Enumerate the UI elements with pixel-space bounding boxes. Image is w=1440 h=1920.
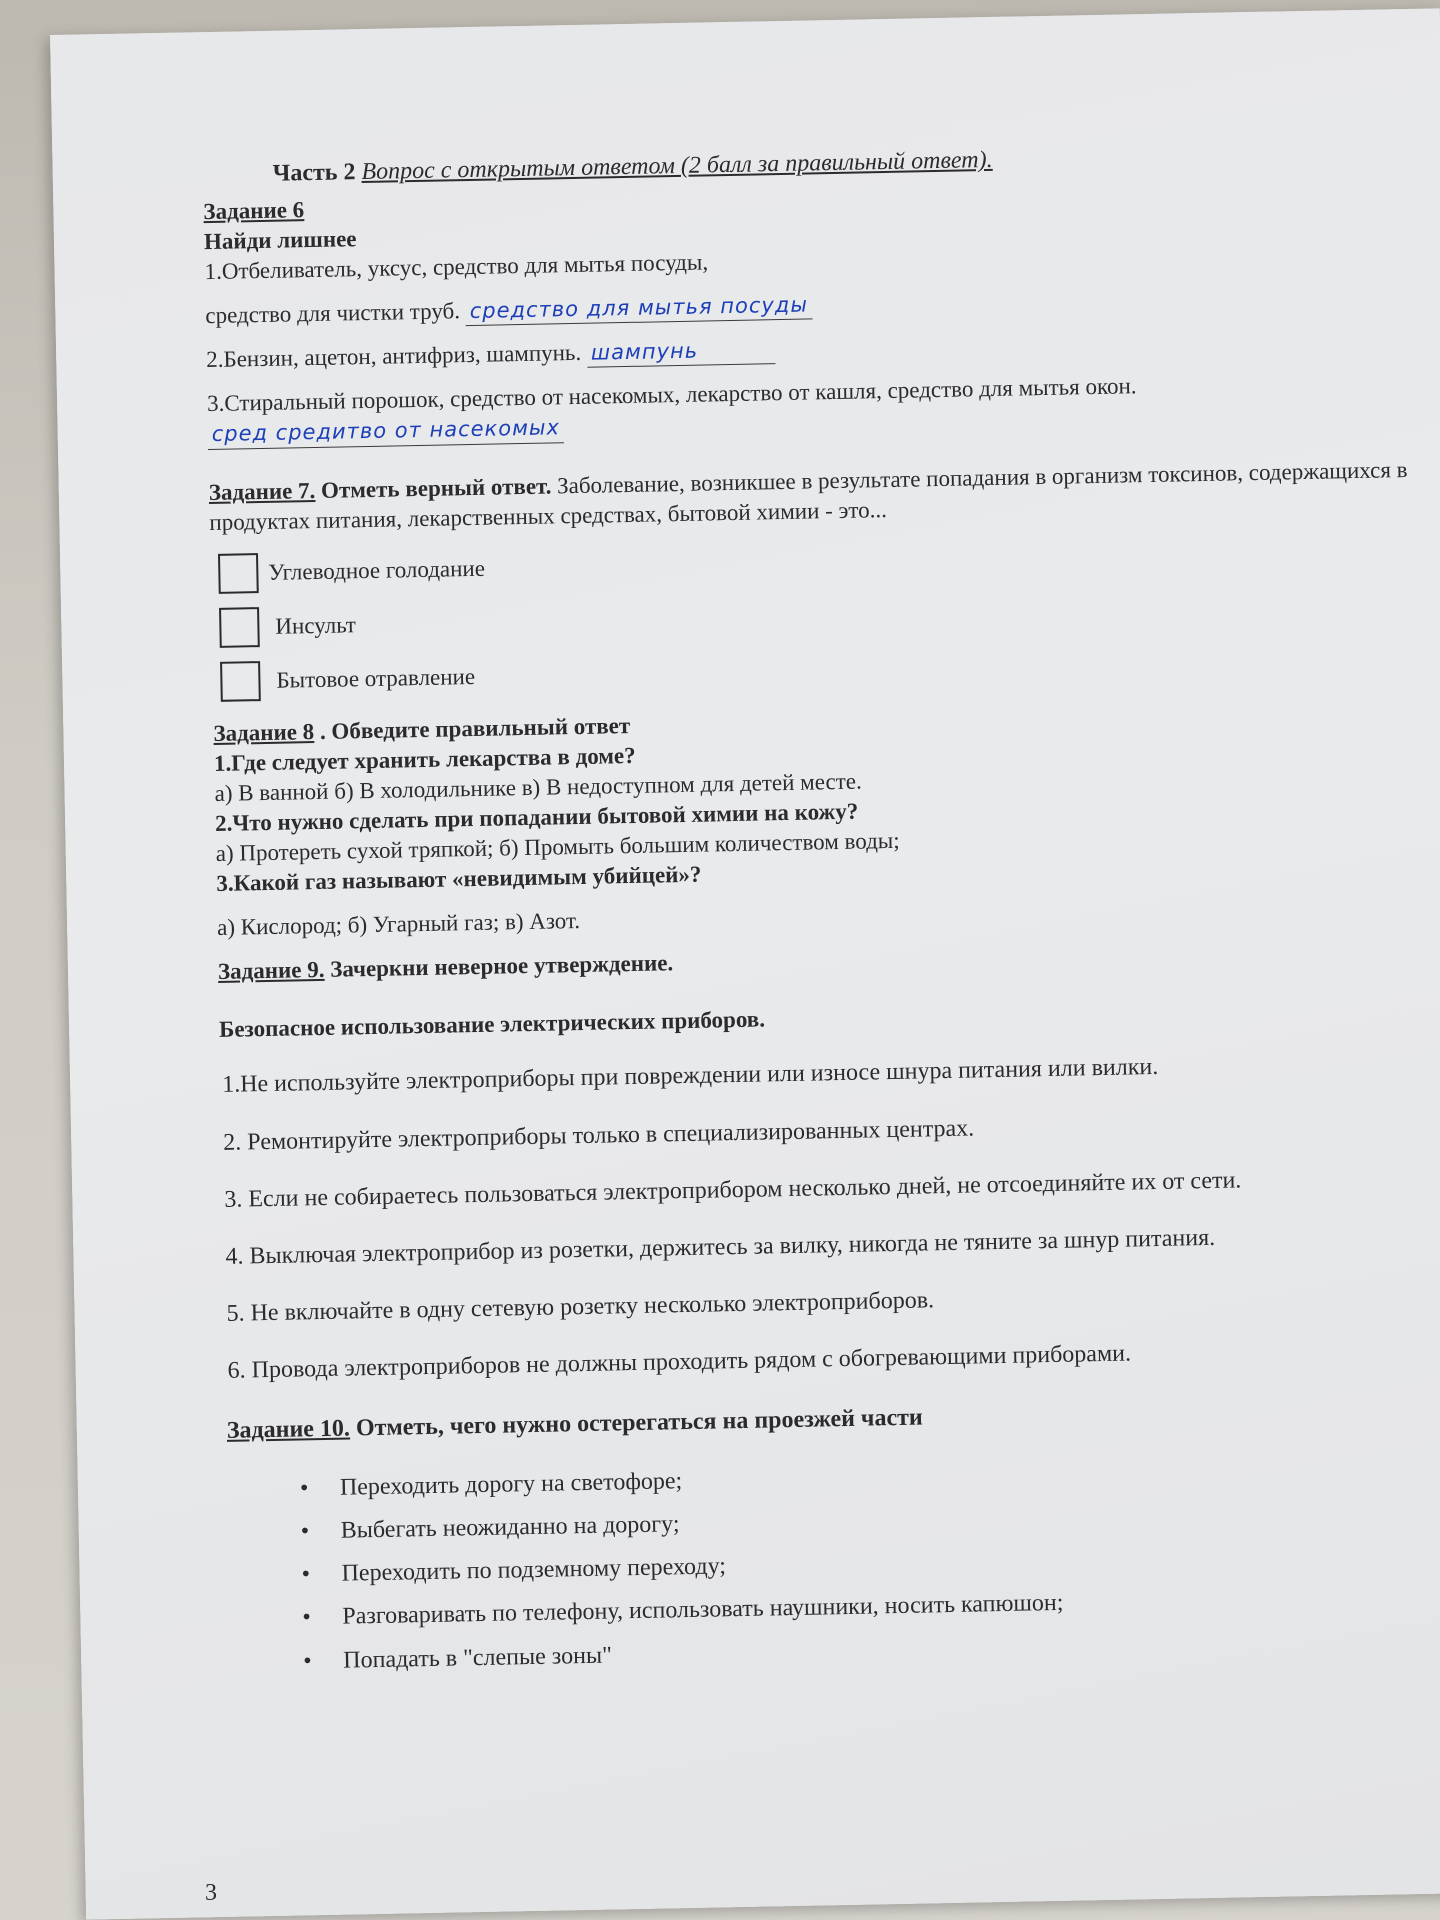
task7-instruction: Отметь верный ответ.: [320, 473, 552, 503]
task6-answer2-field[interactable]: шампунь: [587, 336, 776, 368]
task8-a3: а) Кислород; б) Угарный газ; в) Азот.: [216, 907, 581, 940]
part-subtitle: Вопрос с открытым ответом (2 балл за правильный ответ).: [361, 146, 993, 186]
task6-item1-line2: [205, 277, 1435, 331]
task9-heading-label: Задание 9.: [217, 956, 325, 984]
task9-statement-2[interactable]: 2. Ремонтируйте электроприборы только в специализированных центрах.: [223, 1115, 975, 1156]
task7-heading: [209, 473, 552, 505]
task10-heading-label: Задание 10.: [226, 1415, 351, 1444]
worksheet-content: [202, 136, 1440, 1690]
task10-heading: [227, 1392, 1440, 1447]
task7-question: [209, 454, 1440, 537]
task8-instruction: . Обведите правильный ответ: [319, 713, 631, 745]
task9-instruction: Зачеркни неверное утверждение.: [329, 949, 674, 982]
task8-q1: 1.Где следует хранить лекарства в доме?: [213, 743, 636, 777]
task10-list: [300, 1451, 1440, 1677]
task6-item2: [206, 322, 1436, 376]
task9-statement-4[interactable]: 4. Выключая электроприбор из розетки, держитесь за вилку, никогда не тяните за шнур питания.: [225, 1224, 1216, 1270]
list-item[interactable]: • Переходить дорогу на светофоре;: [300, 1451, 1440, 1504]
task8-heading-label: Задание 8: [213, 719, 315, 747]
option-label: Углеводное голодание: [268, 556, 486, 586]
task10-instruction: Отметь, чего нужно остерегаться на проезжей части: [355, 1404, 923, 1441]
task6-item1-text: средство для чистки труб.: [205, 298, 461, 328]
task8-q3: 3.Какой газ называют «невидимым убийцей»?: [216, 861, 702, 896]
task9-statement-5[interactable]: 5. Не включайте в одну сетевую розетку несколько электроприборов.: [226, 1287, 935, 1328]
paper-sheet: [50, 8, 1440, 1919]
task6-heading: Задание 6: [203, 197, 305, 225]
task8-a2: а) Протереть сухой тряпкой; б) Промыть большим количеством воды;: [215, 827, 900, 866]
checkbox[interactable]: [219, 608, 260, 649]
task7-options: [210, 528, 1440, 706]
task9-statement-6[interactable]: 6. Провода электроприборов не должны проходить рядом с обогревающими приборами.: [227, 1340, 1132, 1385]
list-item[interactable]: • Выбегать неожиданно на дорогу;: [300, 1494, 1440, 1547]
task6-item1-line1: 1.Отбеливатель, уксус, средство для мытья посуды,: [204, 249, 709, 285]
task7-heading-label: Задание 7.: [208, 477, 316, 505]
task9-statement-1[interactable]: 1.Не используйте электроприборы при повреждении или износе шнура питания или вилки.: [221, 1054, 1159, 1099]
task6-item2-text: 2.Бензин, ацетон, антифриз, шампунь.: [206, 340, 582, 373]
option-label: Инсульт: [275, 612, 357, 640]
task9-statement-3[interactable]: 3. Если не собираетесь пользоваться электроприбором несколько дней, не отсоединяйте их от сети.: [224, 1167, 1242, 1213]
option-label: Бытовое отравление: [276, 664, 476, 694]
list-item[interactable]: • Разговаривать по телефону, использовать наушники, носить капюшон;: [302, 1581, 1440, 1634]
task8-q2: 2.Что нужно сделать при попадании бытовой химии на кожу?: [214, 798, 859, 837]
part-label: Часть 2: [272, 159, 356, 187]
checkbox[interactable]: [220, 662, 261, 703]
checkbox[interactable]: [218, 554, 259, 595]
task9-heading: [218, 933, 1440, 986]
task6-instruction: Найди лишнее: [203, 226, 357, 255]
task6-item3: 3.Стиральный порошок, средство от насекомых, лекарство от кашля, средство для мытья окон.: [206, 373, 1137, 417]
task9-topic: Безопасное использование электрических приборов.: [218, 1006, 766, 1042]
list-item[interactable]: • Переходить по подземному переходу;: [301, 1537, 1440, 1590]
task6-answer1-field[interactable]: средство для мытья посуды: [465, 291, 812, 326]
list-item[interactable]: • Попадать в "слепые зоны": [303, 1624, 1440, 1677]
task7-text: Заболевание, возникшее в результате попадания в организм токсинов, содержащихся в продуктах питания, лекарственных средствах, бытовой химии - это...: [209, 456, 1408, 535]
task6-answer3-field[interactable]: сред средитво от насекомых: [207, 415, 564, 450]
task8-a1: а) В ванной б) В холодильнике в) В недоступном для детей месте.: [214, 768, 862, 807]
page-number: 3: [205, 1880, 217, 1906]
